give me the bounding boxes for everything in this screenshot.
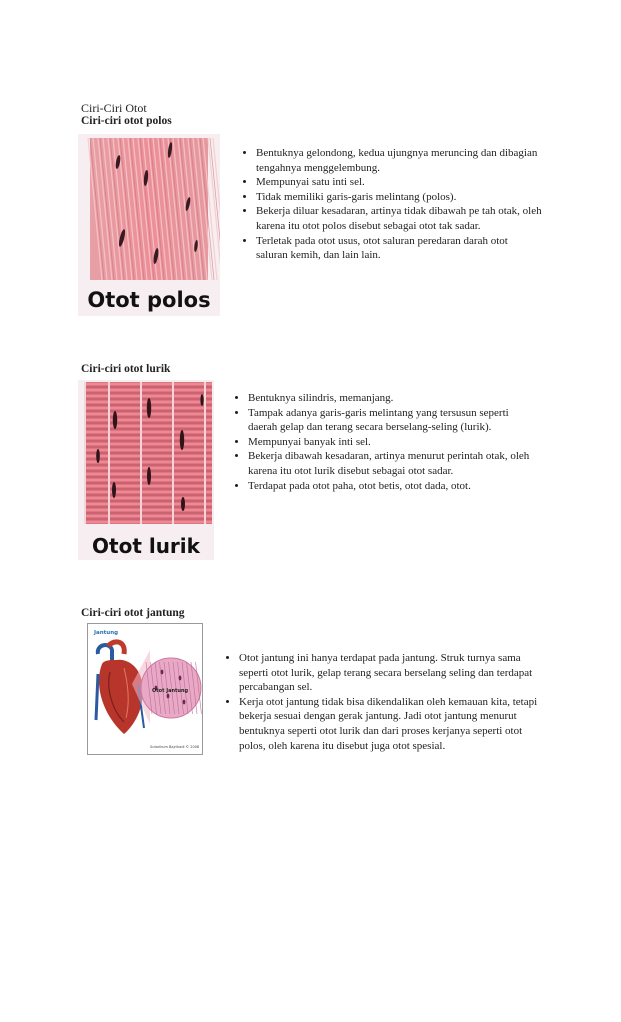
cardiac-muscle-image xyxy=(87,623,203,755)
list-item: • Bentuknya gelondong, kedua ujungnya meruncing dan dibagian tengahnya menggelembung. xyxy=(256,146,542,175)
list-item: • Otot jantung ini hanya terdapat pada jantung. Struk turnya sama seperti otot lurik, gelap terang secara berselang seling dan terdapat percabangan sel. xyxy=(239,651,538,695)
list-item: • Tampak adanya garis-garis melintang yang tersusun seperti daerah gelap dan terang secara berselang-seling (lurik). xyxy=(248,406,540,435)
list-item: • Bekerja diluar kesadaran, artinya tidak dibawah pe tah otak, oleh karena itu otot polos disebut sebagai otot tak sadar. xyxy=(256,204,542,233)
striated-bullets xyxy=(234,391,540,493)
cardiac-bullets xyxy=(225,651,538,753)
list-item: • Mempunyai satu inti sel. xyxy=(256,175,542,190)
smooth-muscle-label: Otot polos xyxy=(87,288,211,312)
list-item: • Mempunyai banyak inti sel. xyxy=(248,435,540,450)
striated-muscle-image xyxy=(78,380,214,560)
heart-caption: Jantung xyxy=(94,630,119,636)
page-title: Ciri-Ciri Otot xyxy=(81,101,147,115)
smooth-muscle-illustration xyxy=(78,134,220,284)
section-heading-cardiac: Ciri-ciri otot jantung xyxy=(81,607,185,619)
texture-line xyxy=(213,138,220,280)
striated-muscle-illustration xyxy=(78,380,214,526)
smooth-muscle-image xyxy=(78,134,220,316)
tissue-caption: Otot Jantung xyxy=(152,688,189,694)
image-credit: Sutarikum Bajrihadi © 2008 xyxy=(150,745,200,749)
striated-muscle-label: Otot lurik xyxy=(92,534,200,558)
section-heading-striated: Ciri-ciri otot lurik xyxy=(81,363,171,375)
list-item: • Tidak memiliki garis-garis melintang (polos). xyxy=(256,190,542,205)
list-item: • Terdapat pada otot paha, otot betis, otot dada, otot. xyxy=(248,479,540,494)
list-item: • Terletak pada otot usus, otot saluran peredaran darah otot saluran kemih, dan lain lain. xyxy=(256,234,542,263)
smooth-bullets xyxy=(242,146,542,263)
list-item: • Bekerja dibawah kesadaran, artinya menurut perintah otak, oleh karena itu otot lurik disebut sebagai otot sadar. xyxy=(248,449,540,478)
list-item: • Bentuknya silindris, memanjang. xyxy=(248,391,540,406)
list-item: • Kerja otot jantung tidak bisa dikendalikan oleh kemauan kita, tetapi bekerja sesuai dengan gerak jantung. Jadi otot jantung menurut bentuknya seperti otot lurik dan dari proses kerjanya seperti otot polos, oleh karena itu disebut juga otot spesial. xyxy=(239,695,538,753)
section-heading-smooth: Ciri-ciri otot polos xyxy=(81,115,172,127)
